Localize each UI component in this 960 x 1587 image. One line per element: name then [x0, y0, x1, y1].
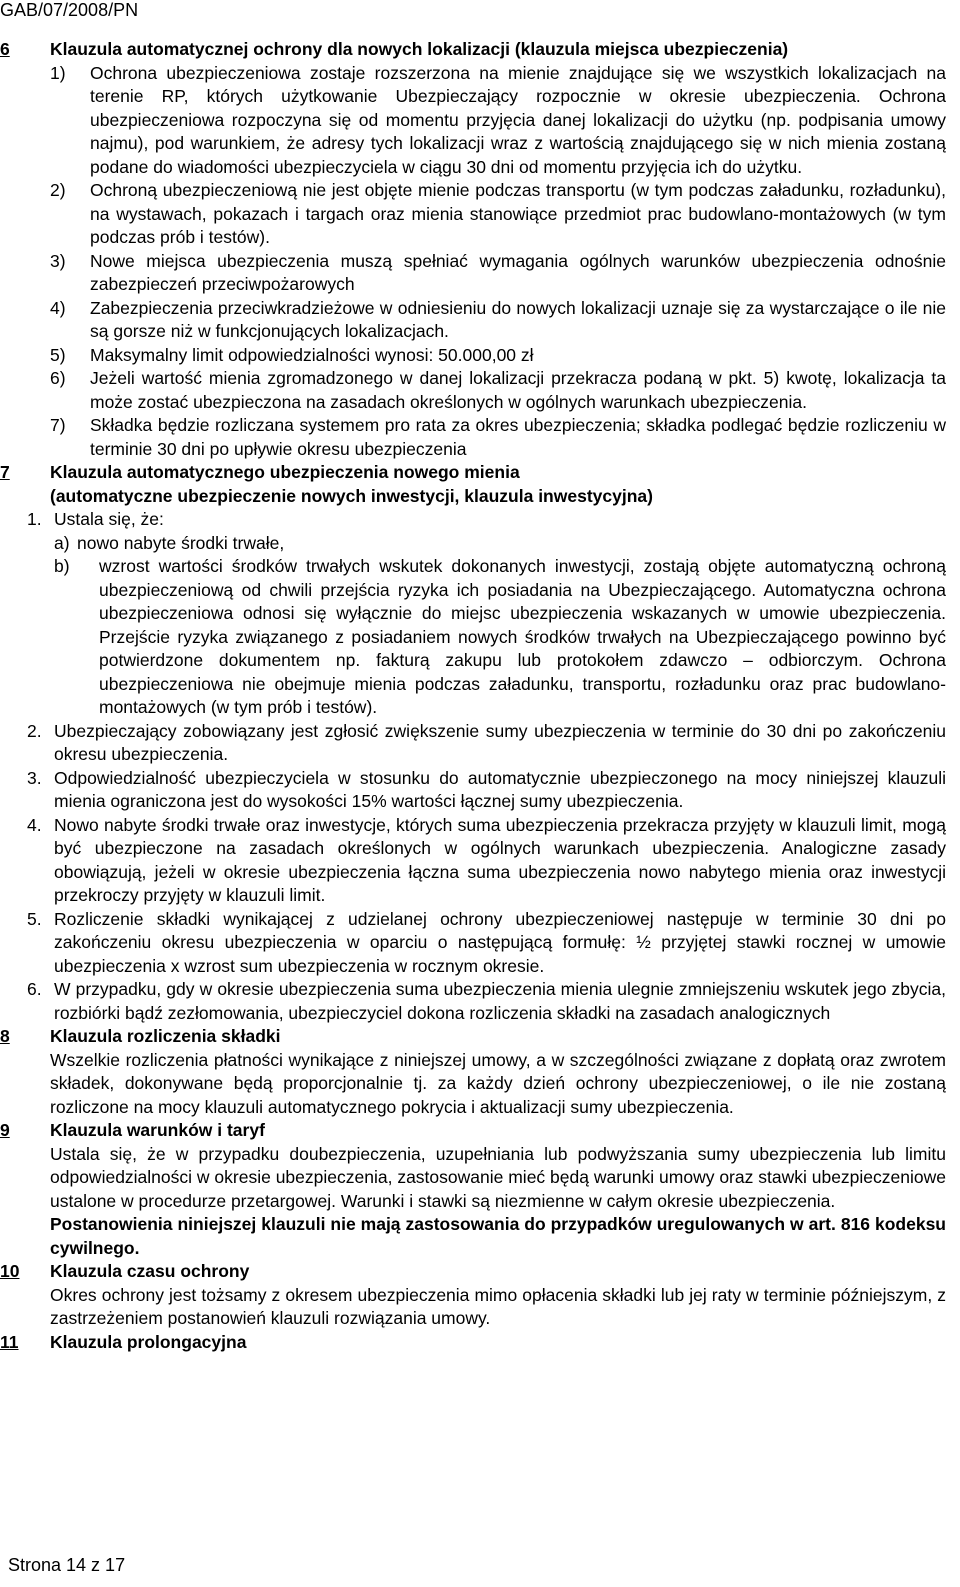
clause-number: 7	[0, 462, 10, 482]
item-label: 3.	[27, 767, 42, 788]
item-label: 6)	[50, 368, 66, 388]
item-label: 4)	[50, 297, 66, 318]
document-body	[0, 38, 946, 1354]
item-label: a)	[54, 532, 70, 553]
clause-text: Ustala się, że w przypadku doubezpieczenia, uzupełniania lub podwyższania sumy ubezpieczenia lub limitu odpowiedzialności w okresie ubezpieczenia, zastosowanie mieć będą warunki umowy oraz stawki ubezpieczeniowe ustalone w procedurze przetargowej. Warunki i stawki są niezmienne w całym okresie ubezpieczenia.	[50, 1143, 946, 1211]
item-text: Składka będzie rozliczana systemem pro rata za okres ubezpieczenia; składka podlegać będzie rozliczeniu w terminie 30 dni po upływie okresu ubezpieczenia	[90, 415, 946, 459]
clause-6	[0, 38, 946, 461]
clause-title: Klauzula rozliczenia składki	[50, 1026, 281, 1046]
item-label: 2.	[27, 720, 42, 741]
item-label: 5.	[27, 908, 42, 929]
list-item	[50, 344, 946, 368]
clause-number: 9	[0, 1120, 10, 1140]
clause-title: Klauzula warunków i taryf	[50, 1120, 265, 1140]
list-item	[27, 978, 946, 1025]
clause-7	[0, 461, 946, 1025]
clause-title: Klauzula automatycznego ubezpieczenia nowego mienia	[50, 462, 520, 482]
clause-number: 11	[0, 1331, 19, 1352]
page-number: Strona 14 z 17	[8, 1555, 126, 1575]
list-item	[50, 179, 946, 250]
clause-title: Klauzula prolongacyjna	[50, 1331, 247, 1352]
clause-9	[0, 1119, 946, 1260]
item-label: 1.	[27, 509, 42, 529]
list-item	[27, 814, 946, 908]
list-item	[50, 62, 946, 180]
item-label: 3)	[50, 250, 66, 271]
item-text: nowo nabyte środki trwałe,	[77, 532, 285, 553]
item-label: 7)	[50, 415, 66, 435]
item-label: 4.	[27, 814, 42, 835]
clause-text: Okres ochrony jest tożsamy z okresem ubezpieczenia mimo opłacenia składki lub jej raty w terminie późniejszym, z zastrzeżeniem postanowień klauzuli rozwiązania umowy.	[50, 1284, 946, 1328]
item-text: wzrost wartości środków trwałych wskutek dokonanych inwestycji, zostają objęte automatyczną ochroną ubezpieczeniową od chwili przejścia ryzyka ich posiadania na Ubezpieczającego. Automatyczna ochrona ubezpieczeniowa odnosi się wyłącznie do miejsc ubezpieczenia wskazanych w umowie ubezpieczenia. Przejście ryzyka związanego z posiadaniem nowych środków trwałych na Ubezpieczającego powinno być potwierdzone dokumentem np. fakturą zakupu lub protokołem zdawczo – odbiorczym. Ochrona ubezpieczeniowa nie obejmuje mienia podczas załadunku, transportu, rozładunku oraz prac budowlano-montażowych (w tym prób i testów).	[99, 556, 946, 717]
list-item	[27, 720, 946, 767]
list-item	[27, 767, 946, 814]
item-label: 2)	[50, 180, 66, 200]
list-item	[50, 414, 946, 461]
item-label: 1)	[50, 62, 66, 83]
item-label: 6.	[27, 979, 42, 999]
item-text: Zabezpieczenia przeciwkradzieżowe w odniesieniu do nowych lokalizacji uznaje się za wystarczające o ile nie są gorsze niż w funkcjonujących lokalizacjach.	[90, 297, 946, 341]
list-item	[50, 297, 946, 344]
clause-number: 8	[0, 1026, 10, 1046]
clause-number: 6	[0, 39, 10, 59]
item-text: W przypadku, gdy w okresie ubezpieczenia suma ubezpieczenia mienia ulegnie zmniejszeniu wskutek jego zbycia, rozbiórki bądź zezłomowania, ubezpieczyciel dokona rozliczenia składki na zasadach analogicznych	[54, 979, 946, 1023]
item-text: Ochrona ubezpieczeniowa zostaje rozszerzona na mienie znajdujące się we wszystkich lokalizacjach na terenie RP, których użytkowanie Ubezpieczający rozpocznie w okresie ubezpieczenia. Ochrona ubezpieczeniowa rozpoczyna się od momentu przyjęcia danej lokalizacji do użytku (np. podpisania umowy najmu), pod warunkiem, że adresy tych lokalizacji wraz z wartością znajdującego się w nich mienia zostaną podane do wiadomości ubezpieczyciela w ciągu 30 dni od momentu przyjęcia ich do użytku.	[90, 62, 946, 177]
sub-item	[54, 532, 946, 556]
list-item	[50, 367, 946, 414]
clause-title: Klauzula automatycznej ochrony dla nowych lokalizacji (klauzula miejsca ubezpieczenia)	[50, 39, 789, 59]
clause-10	[0, 1260, 946, 1331]
item-text: Ochroną ubezpieczeniową nie jest objęte mienie podczas transportu (w tym podczas załadunku, rozładunku), na wystawach, pokazach i targach oraz mienia stanowiące przedmiot prac budowlano-montażowych (w tym podczas prób i testów).	[90, 180, 946, 247]
clause-8	[0, 1025, 946, 1119]
list-item	[27, 508, 946, 532]
item-label: b)	[54, 556, 70, 576]
clause-subtitle: (automatyczne ubezpieczenie nowych inwestycji, klauzula inwestycyjna)	[50, 485, 653, 506]
item-text: Ubezpieczający zobowiązany jest zgłosić zwiększenie sumy ubezpieczenia w terminie do 30 dni po zakończeniu okresu ubezpieczenia.	[54, 720, 946, 764]
clause-bold-text: Postanowienia niniejszej klauzuli nie mają zastosowania do przypadków uregulowanych w art. 816 kodeksu cywilnego.	[50, 1214, 946, 1258]
item-text: Rozliczenie składki wynikającej z udzielanej ochrony ubezpieczeniowej następuje w terminie 30 dni po zakończeniu okresu ubezpieczenia w oparciu o następującą formułę: ½ przyjętej stawki rocznej w umowie ubezpieczenia x wzrost sum ubezpieczenia w rocznym okresie.	[54, 908, 946, 976]
item-text: Nowe miejsca ubezpieczenia muszą spełniać wymagania ogólnych warunków ubezpieczenia odnośnie zabezpieczeń przeciwpożarowych	[90, 250, 946, 294]
document-header: GAB/07/2008/PN	[0, 0, 139, 20]
item-text: Ustala się, że:	[54, 509, 164, 529]
item-text: Jeżeli wartość mienia zgromadzonego w danej lokalizacji przekracza podaną w pkt. 5) kwotę, lokalizacja ta może zostać ubezpieczona na zasadach określonych w ogólnych warunkach ubezpieczenia.	[90, 368, 946, 412]
clause-11	[0, 1331, 946, 1355]
item-text: Maksymalny limit odpowiedzialności wynosi: 50.000,00 zł	[90, 344, 534, 365]
list-item	[27, 908, 946, 979]
list-item	[50, 250, 946, 297]
item-text: Odpowiedzialność ubezpieczyciela w stosunku do automatycznie ubezpieczonego na mocy niniejszej klauzuli mienia ograniczona jest do wysokości 15% wartości łącznej sumy ubezpieczenia.	[54, 767, 946, 811]
clause-text: Wszelkie rozliczenia płatności wynikające z niniejszej umowy, a w szczególności związane z dopłatą oraz zwrotem składek, dokonywane będą proporcjonalnie tj. za każdy dzień ochrony ubezpieczeniowej, o ile nie zostaną rozliczone na mocy klauzuli automatycznego pokrycia i aktualizacji sumy ubezpieczenia.	[50, 1049, 946, 1117]
item-label: 5)	[50, 344, 66, 365]
clause-number: 10	[0, 1261, 20, 1281]
clause-title: Klauzula czasu ochrony	[50, 1261, 250, 1281]
item-text: Nowo nabyte środki trwałe oraz inwestycje, których suma ubezpieczenia przekracza przyjęty w klauzuli limit, mogą być ubezpieczone na zasadach określonych w ogólnych warunkach ubezpieczenia. Analogiczne zasady obowiązują, jeżeli w okresie ubezpieczenia łączna suma ubezpieczenia nowo nabytego mienia oraz inwestycji przekroczy przyjęty w klauzuli limit.	[54, 814, 946, 905]
sub-item	[54, 555, 946, 720]
